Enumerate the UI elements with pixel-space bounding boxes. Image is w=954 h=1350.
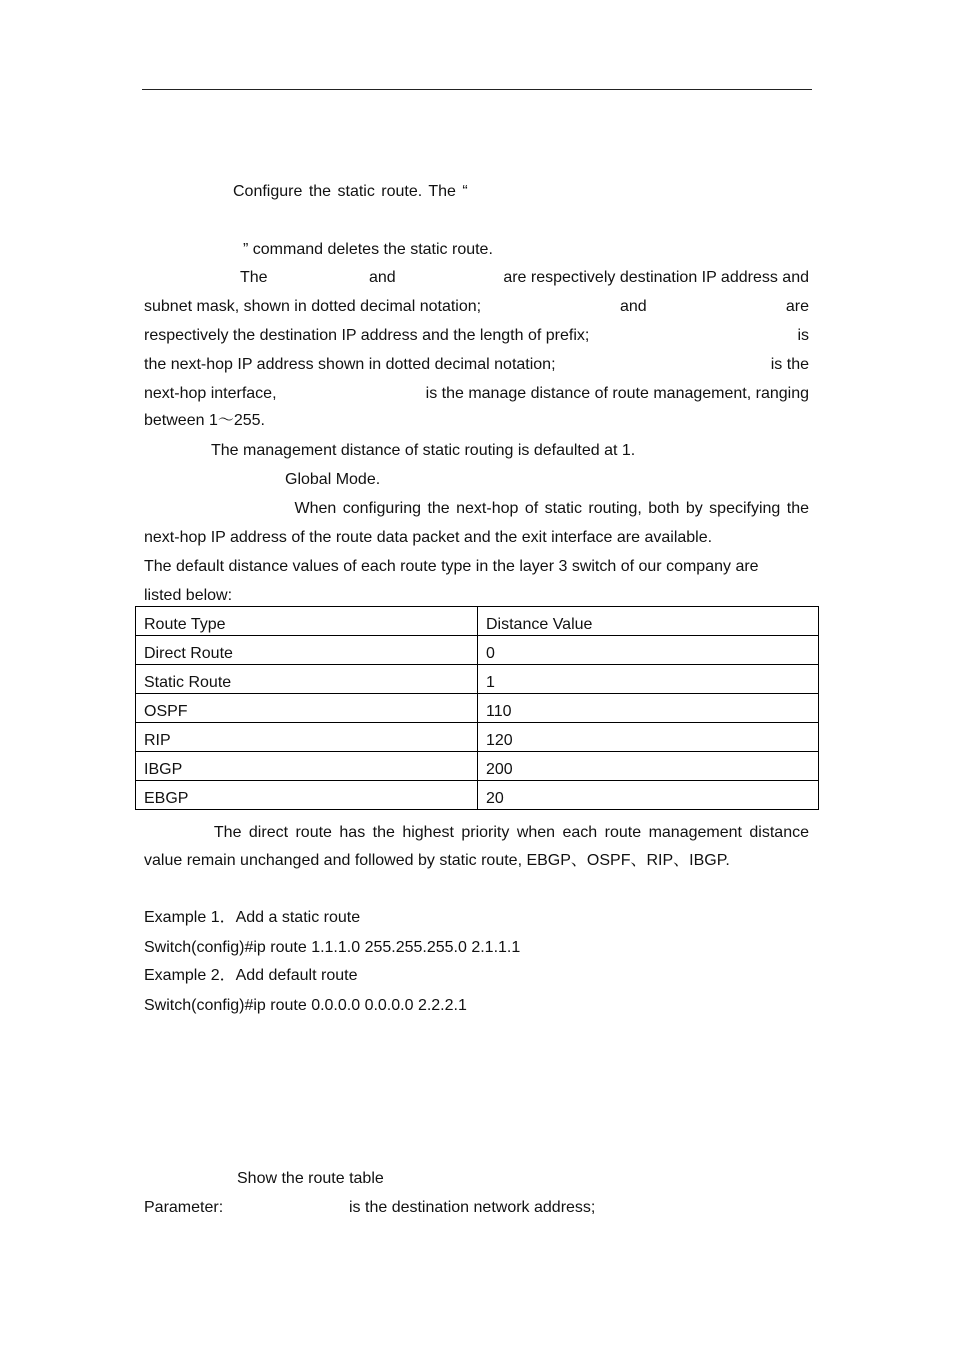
- parameter-line-1-rest: are respectively destination IP address and: [503, 269, 809, 286]
- table-row: [136, 665, 819, 694]
- parameter-the: The: [240, 269, 268, 286]
- parameter-line-5-start: next-hop interface,: [144, 385, 277, 402]
- usage-line-4: listed below:: [144, 587, 233, 604]
- parameter-line-3-is: is: [797, 327, 809, 344]
- description-part1: Configure the static route. The “: [233, 183, 468, 200]
- table-row: [136, 781, 819, 810]
- parameter-line-2-are: are: [785, 298, 809, 315]
- priority-line-2: value remain unchanged and followed by static route, EBGP、OSPF、RIP、IBGP.: [144, 852, 730, 869]
- header-rule: [142, 89, 812, 90]
- table-cell-distance: 110: [478, 694, 819, 723]
- parameter-line-4-end: is the: [770, 356, 809, 373]
- priority-line-1-text: The direct route has the highest priority when each route management distance: [213, 824, 809, 841]
- parameter-line-6: between 1～255.: [144, 412, 265, 429]
- table-row: [136, 723, 819, 752]
- example-1-label: Example 1．Add a static route: [144, 909, 361, 926]
- mode-text: Global Mode.: [285, 471, 381, 488]
- table-header-distance-value: Distance Value: [478, 607, 819, 636]
- parameter-line-2-and: and: [620, 298, 647, 315]
- parameter-and: and: [369, 269, 396, 286]
- description-part2: ” command deletes the static route.: [243, 241, 493, 258]
- table-cell-route-type: IBGP: [136, 752, 478, 781]
- usage-line-1-text: When configuring the next-hop of static routing, both by specifying the: [294, 500, 809, 517]
- usage-line-3: The default distance values of each route type in the layer 3 switch of our company are: [144, 558, 759, 575]
- table-cell-distance: 1: [478, 665, 819, 694]
- show-parameter-label: Parameter:: [144, 1199, 224, 1216]
- show-parameter-text: is the destination network address;: [349, 1199, 596, 1216]
- table-cell-route-type: OSPF: [136, 694, 478, 723]
- table-row: [136, 752, 819, 781]
- example-2-command: Switch(config)#ip route 0.0.0.0 0.0.0.0 2.2.2.1: [144, 997, 467, 1014]
- parameter-line-2-start: subnet mask, shown in dotted decimal notation;: [144, 298, 482, 315]
- example-1-command: Switch(config)#ip route 1.1.1.0 255.255.255.0 2.1.1.1: [144, 939, 521, 956]
- parameter-line-3-start: respectively the destination IP address and the length of prefix;: [144, 327, 590, 344]
- table-cell-route-type: Direct Route: [136, 636, 478, 665]
- distance-table: [135, 606, 819, 810]
- parameter-line-5-end: is the manage distance of route management, ranging: [425, 385, 809, 402]
- table-cell-distance: 0: [478, 636, 819, 665]
- table-cell-distance: 200: [478, 752, 819, 781]
- usage-line-2: next-hop IP address of the route data packet and the exit interface are available.: [144, 529, 713, 546]
- show-description: Show the route table: [237, 1170, 384, 1187]
- table-header-route-type: Route Type: [136, 607, 478, 636]
- table-cell-distance: 120: [478, 723, 819, 752]
- parameter-line-4-start: the next-hop IP address shown in dotted decimal notation;: [144, 356, 556, 373]
- table-row: [136, 636, 819, 665]
- example-2-label: Example 2．Add default route: [144, 967, 358, 984]
- table-cell-route-type: EBGP: [136, 781, 478, 810]
- default-text: The management distance of static routing is defaulted at 1.: [211, 442, 636, 459]
- table-cell-route-type: Static Route: [136, 665, 478, 694]
- table-row: [136, 694, 819, 723]
- table-cell-route-type: RIP: [136, 723, 478, 752]
- table-cell-distance: 20: [478, 781, 819, 810]
- table-header-row: [136, 607, 819, 636]
